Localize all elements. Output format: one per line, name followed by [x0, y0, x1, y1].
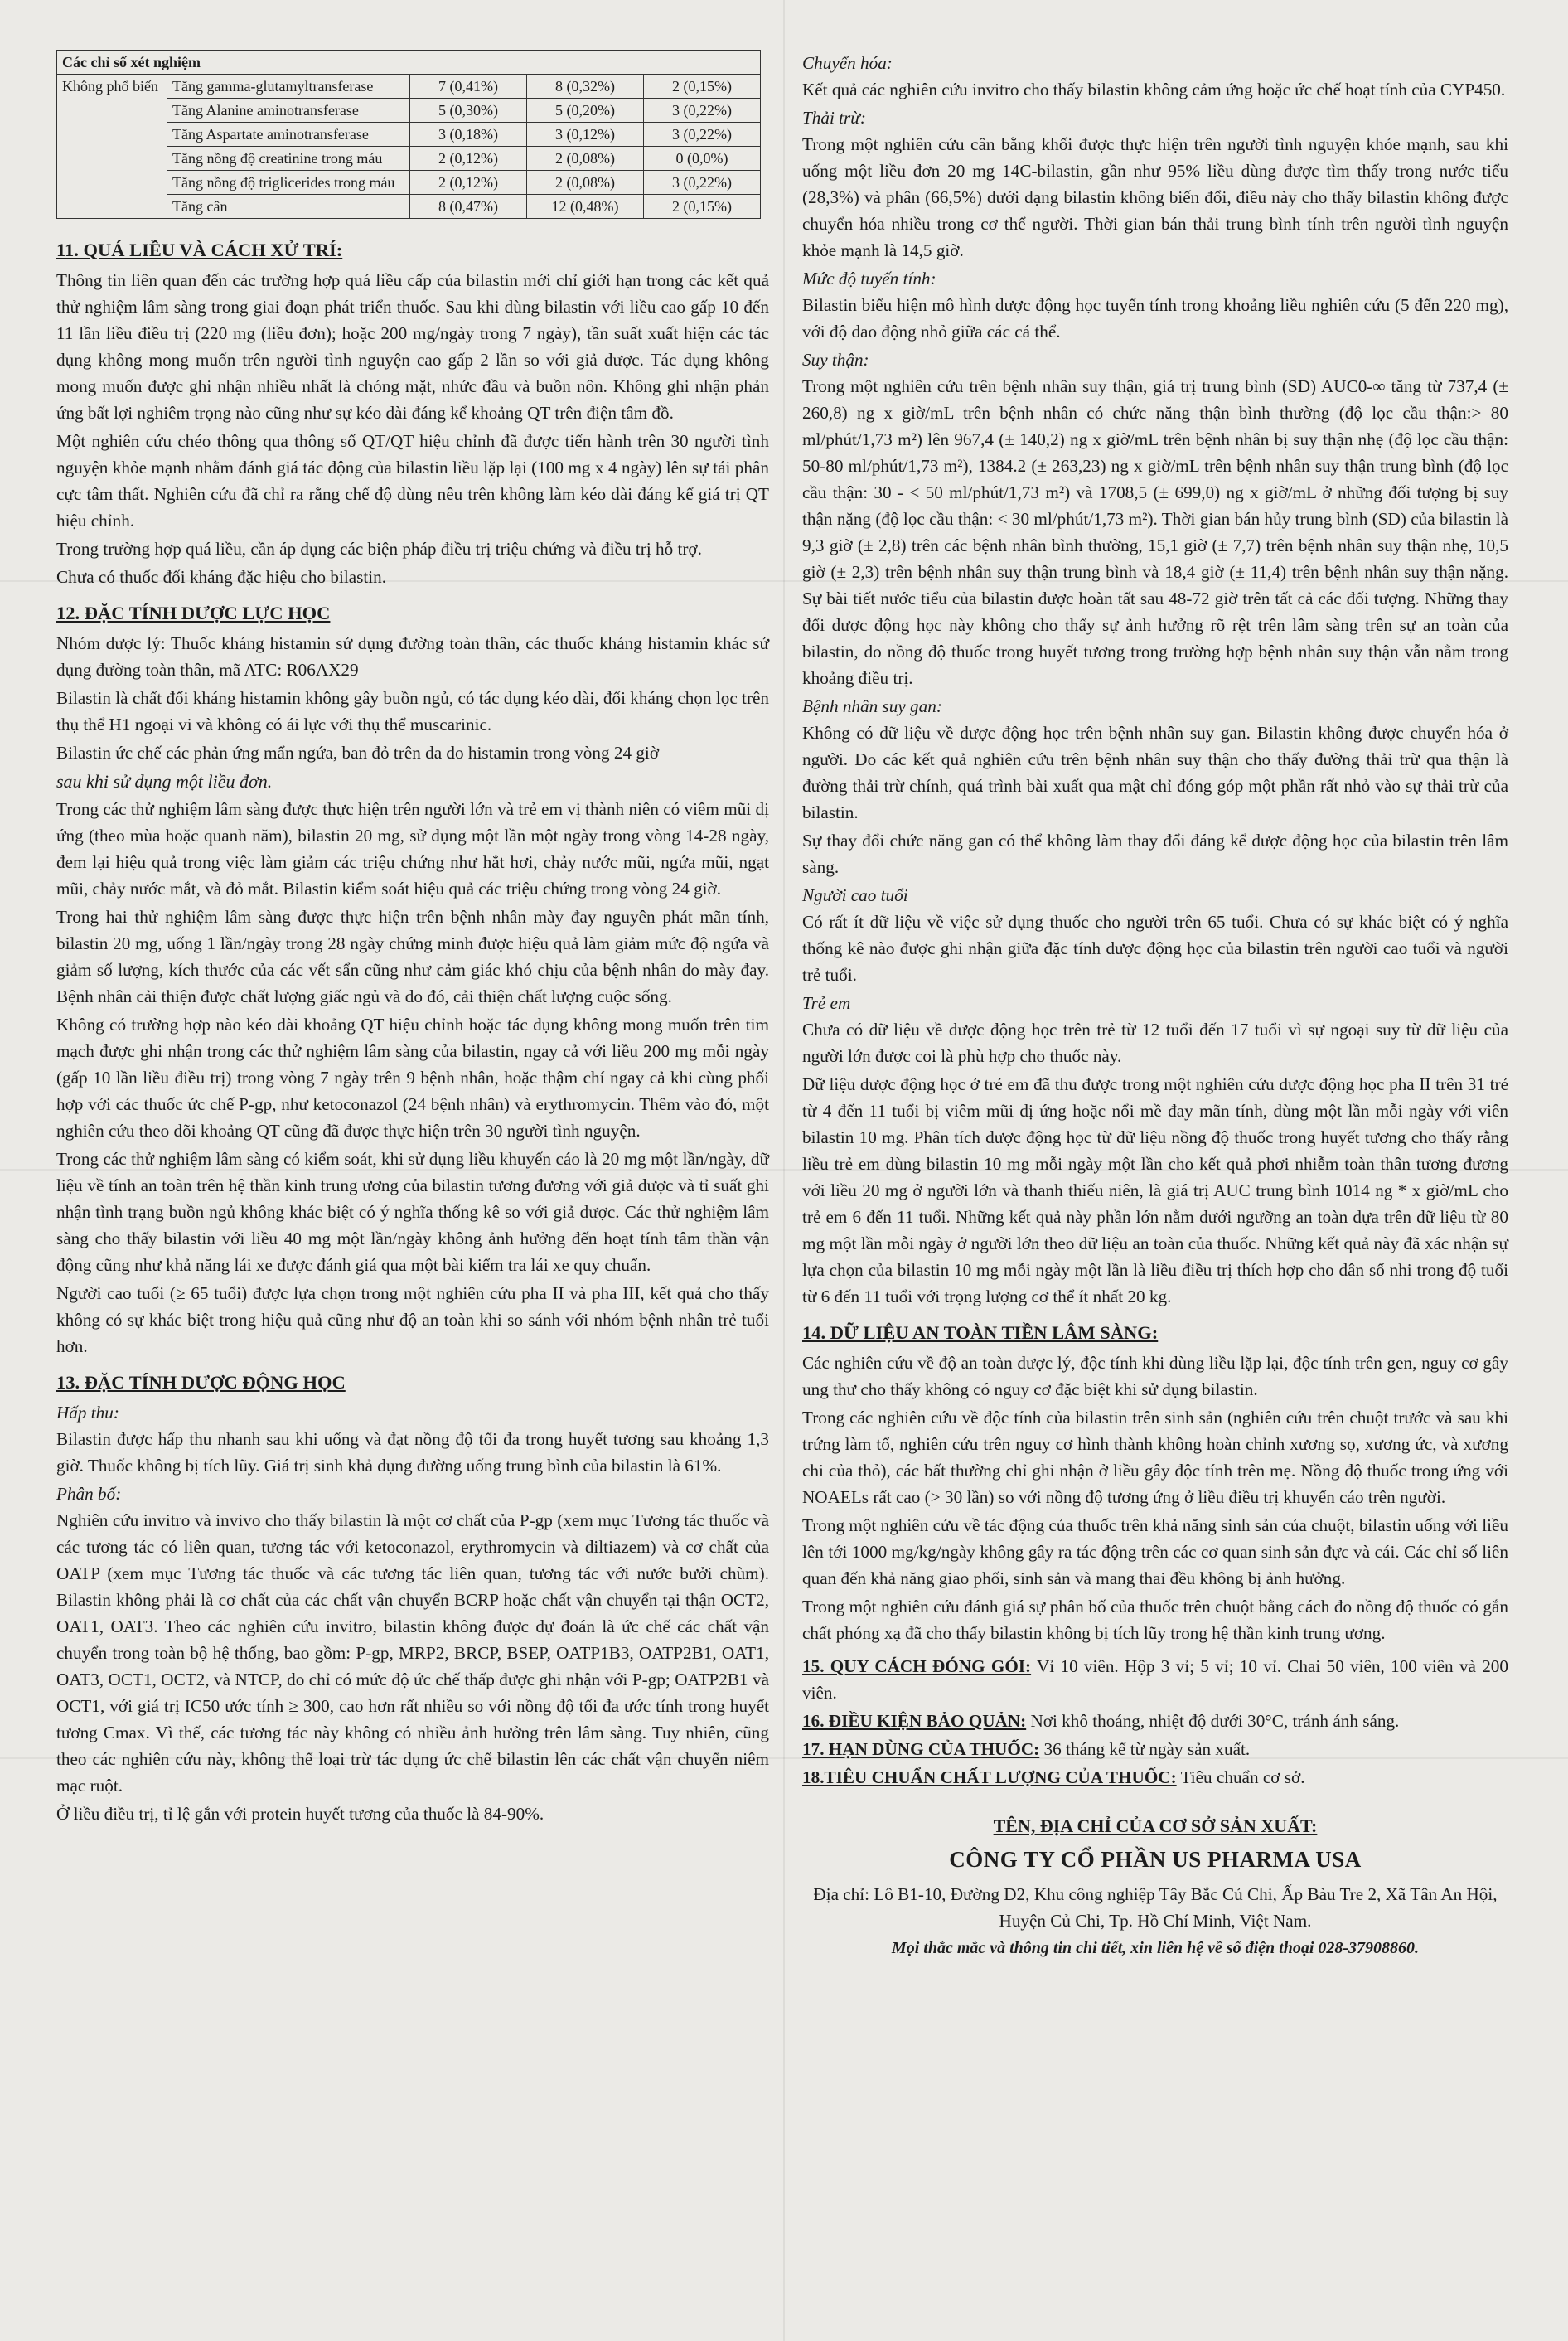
paragraph: Trong các thử nghiệm lâm sàng được thực hiện trên người lớn và trẻ em vị thành niên có viêm mũi dị ứng (theo mùa hoặc quanh năm), bilastin 20 mg, sử dụng một lần một ngày trong vòng 14-28 ngày, đem lại hiệu quả trong việc làm giảm các triệu chứng như hắt hơi, chảy nước mũi, ngứa mũi, ngạt mũi, chảy nước mắt, và đỏ mắt. Bilastin kiểm soát hiệu quả các triệu chứng trong vòng 24 giờ.: [56, 799, 769, 899]
section-17-text: 36 tháng kể từ ngày sản xuất.: [1039, 1739, 1251, 1759]
table-cell: 12 (0,48%): [527, 195, 644, 219]
section-18-label: 18.TIÊU CHUẨN CHẤT LƯỢNG CỦA THUỐC:: [802, 1767, 1177, 1787]
section-15-label: 15. QUY CÁCH ĐÓNG GÓI:: [802, 1656, 1032, 1676]
section-12-title: 12. ĐẶC TÍNH DƯỢC LỰC HỌC: [56, 603, 331, 623]
table-cell: Tăng gamma-glutamyltransferase: [167, 75, 410, 99]
paragraph: Trong một nghiên cứu cân bằng khối được thực hiện trên người tình nguyện khỏe mạnh, sau khi uống một liều đơn 20 mg 14C-bilastin, gần như 95% liều dùng được tìm thấy trong nước tiểu (28,3%) và phân (66,5%) dưới dạng bilastin không biến đổi, điều này cho thấy bilastin không được chuyển hóa nhiều trong cơ thể người. Thời gian bán thải trung bình tính trên người tình nguyện khỏe mạnh là 14,5 giờ.: [802, 134, 1508, 260]
paragraph: Trong hai thử nghiệm lâm sàng được thực hiện trên bệnh nhân mày đay nguyên phát mãn tính, bilastin 20 mg, uống 1 lần/ngày trong 28 ngày chứng minh được hiệu quả làm giảm mức độ ngứa và giảm số lượng, kích thước của các vết sẩn cũng như cảm giác khó chịu của bệnh nhân do mày đay. Bệnh nhân cải thiện được chất lượng giấc ngủ và do đó, cải thiện chất lượng cuộc sống.: [56, 907, 769, 1006]
table-header-row: [57, 51, 761, 75]
subheading: Người cao tuổi: [802, 885, 908, 905]
table-cell: 2 (0,08%): [527, 147, 644, 171]
paragraph: Nghiên cứu invitro và invivo cho thấy bilastin là một cơ chất của P-gp (xem mục Tương tác thuốc và các tương tác có liên quan, tương tác với ketoconazol, erythromycin và diltiazem) và cơ chất của OATP (xem mục Tương tác thuốc và các tương tác liên quan, tương tác với nước bưởi chùm). Bilastin không phải là cơ chất của các chất vận chuyển BCRP hoặc chất vận chuyển tại thận OCT2, OAT1, OAT3. Theo các nghiên cứu invitro, bilastin không được dự đoán là ức chế các chất vận chuyển trong toàn bộ hệ thống, bao gồm: P-gp, MRP2, BRCP, BSEP, OATP1B3, OATP2B1, OAT1, OAT3, OCT1, OCT2, và NTCP, do chỉ có mức độ ức chế thấp được ghi nhận với P-gp; OATP2B1 và OCT1, với giá trị IC50 ước tính ≥ 300, cao hơn rất nhiều so với nồng độ tối đa ước tính trong huyết tương Cmax. Vì thế, các tương tác này không có nhiều ảnh hưởng trên lâm sàng. Tuy nhiên, cũng theo các nghiên cứu này, không thể loại trừ tác dụng ức chế bilastin lên các chất vận chuyển niêm mạc ruột.: [56, 1510, 769, 1796]
table-cell: 2 (0,08%): [527, 171, 644, 195]
subheading: Chuyển hóa:: [802, 53, 893, 73]
section-17: [802, 1736, 1508, 1762]
table-cell: 8 (0,32%): [527, 75, 644, 99]
paragraph: Ở liều điều trị, tỉ lệ gắn với protein huyết tương của thuốc là 84-90%.: [56, 1804, 544, 1824]
table-row: [57, 75, 761, 99]
table-cell: 0 (0,0%): [644, 147, 761, 171]
table-cell: 2 (0,15%): [644, 75, 761, 99]
subheading: Suy thận:: [802, 350, 869, 370]
paragraph: Trong một nghiên cứu đánh giá sự phân bố của thuốc trên chuột bằng cách đo nồng độ thuốc có gắn chất phóng xạ đã cho thấy bilastin không bị tích lũy trong hệ thần kinh trung ương.: [802, 1597, 1508, 1643]
handwritten-line: sau khi sử dụng một liều đơn.: [56, 771, 273, 792]
table-cell: 2 (0,12%): [410, 171, 527, 195]
table-header: Các chỉ số xét nghiệm: [57, 51, 761, 75]
paragraph: Bilastin là chất đối kháng histamin không gây buồn ngủ, có tác dụng kéo dài, đối kháng chọn lọc trên thụ thể H1 ngoại vi và không có ái lực với thụ thể muscarinic.: [56, 688, 769, 734]
section-11-title: 11. QUÁ LIỀU VÀ CÁCH XỬ TRÍ:: [56, 240, 343, 260]
table-cell: 3 (0,22%): [644, 123, 761, 147]
paragraph: Bilastin biểu hiện mô hình dược động học tuyến tính trong khoảng liều nghiên cứu (5 đến 220 mg), với độ dao động nhỏ giữa các cá thể.: [802, 295, 1508, 342]
section-16-label: 16. ĐIỀU KIỆN BẢO QUẢN:: [802, 1711, 1027, 1731]
paragraph: Chưa có thuốc đối kháng đặc hiệu cho bilastin.: [56, 567, 387, 587]
table-cell: Tăng nồng độ creatinine trong máu: [167, 147, 410, 171]
contact-line: Mọi thắc mắc và thông tin chi tiết, xin liên hệ về số điện thoại 028-37908860.: [891, 1939, 1420, 1957]
section-16: [802, 1708, 1508, 1734]
paragraph: Các nghiên cứu về độ an toàn dược lý, độc tính khi dùng liều lặp lại, độc tính trên gen, nguy cơ gây ung thư cho thấy không có nguy cơ đặc biệt khi sử dụng bilastin.: [802, 1353, 1508, 1399]
paragraph: Dữ liệu dược động học ở trẻ em đã thu được trong một nghiên cứu dược động học pha II trên 31 trẻ từ 4 đến 11 tuổi bị viêm mũi dị ứng hoặc nổi mề đay mãn tính, dùng một lần mỗi ngày với viên bilastin 10 mg. Phân tích dược động học từ dữ liệu nồng độ thuốc trong huyết tương cho thấy rằng liều trẻ em dùng bilastin 10 mg mỗi ngày một lần cho kết quả phơi nhiễm toàn thân tương đương với liều 20 mg ở người lớn và thanh thiếu niên, là giá trị AUC trung bình 1014 ng * x giờ/mL cho trẻ em 6 đến 11 tuổi. Những kết quả này phần lớn nằm dưới ngưỡng an toàn dựa trên dữ liệu từ 80 mg một lần mỗi ngày ở người lớn theo dữ liệu an toàn của thuốc. Những kết quả này đã xác nhận sự lựa chọn của bilastin 10 mg mỗi ngày một lần là liều điều trị thích hợp cho dân số nhi trong độ tuổi từ 6 đến 11 tuổi với trọng lượng cơ thể ít nhất 20 kg.: [802, 1074, 1508, 1306]
table-cell: Tăng Aspartate aminotransferase: [167, 123, 410, 147]
paragraph: Sự thay đổi chức năng gan có thể không làm thay đổi đáng kể dược động học của bilastin trên lâm sàng.: [802, 831, 1508, 877]
section-15-text: Vỉ 10 viên. Hộp 3 vỉ; 5 vỉ; 10 vỉ. Chai 50 viên, 100 viên và 200 viên.: [802, 1656, 1508, 1703]
subheading: Phân bố:: [56, 1484, 122, 1504]
paragraph: Trong các thử nghiệm lâm sàng có kiểm soát, khi sử dụng liều khuyến cáo là 20 mg một lần/ngày, dữ liệu về tính an toàn trên hệ thần kinh trung ương của bilastin tương đương với giả dược và tỉ suất ghi nhận tình trạng buồn ngủ không khác biệt có ý nghĩa thống kê so với giả dược. Các thử nghiệm lâm sàng cho thấy bilastin với liều 40 mg một lần/ngày không ảnh hưởng đến hoạt tính tâm thần vận động cũng như khả năng lái xe được đánh giá qua một bài kiểm tra lái xe quy chuẩn.: [56, 1149, 769, 1275]
section-16-text: Nơi khô thoáng, nhiệt độ dưới 30°C, tránh ánh sáng.: [1026, 1711, 1400, 1731]
subheading: Hấp thu:: [56, 1403, 119, 1423]
paragraph: Nhóm dược lý: Thuốc kháng histamin sử dụng đường toàn thân, các thuốc kháng histamin khác sử dụng đường toàn thân, mã ATC: R06AX29: [56, 633, 769, 680]
paragraph: Trong một nghiên cứu về tác động của thuốc trên khả năng sinh sản của chuột, bilastin uống với liều lên tới 1000 mg/kg/ngày không gây ra tác động trên các cơ quan sinh sản đực và cái. Các chỉ số liên quan đến khả năng giao phối, sinh sản và mang thai đều không bị ảnh hưởng.: [802, 1515, 1508, 1588]
paragraph: Chưa có dữ liệu về dược động học trên trẻ từ 12 tuổi đến 17 tuổi vì sự ngoại suy từ dữ liệu của người lớn được coi là phù hợp cho thuốc này.: [802, 1020, 1508, 1066]
subheading: Thải trừ:: [802, 108, 866, 128]
paragraph: Trong trường hợp quá liều, cần áp dụng các biện pháp điều trị triệu chứng và điều trị hỗ trợ.: [56, 539, 702, 559]
paragraph: Bilastin được hấp thu nhanh sau khi uống và đạt nồng độ tối đa trong huyết tương sau khoảng 1,3 giờ. Thuốc không bị tích lũy. Giá trị sinh khả dụng đường uống trung bình của bilastin là 61%.: [56, 1429, 769, 1476]
paragraph: Có rất ít dữ liệu về việc sử dụng thuốc cho người trên 65 tuổi. Chưa có sự khác biệt có ý nghĩa thống kê nào được ghi nhận giữa đặc tính dược động học của bilastin trên người cao tuổi và người trẻ tuổi.: [802, 912, 1508, 985]
table-cell: 2 (0,15%): [644, 195, 761, 219]
paragraph: Người cao tuổi (≥ 65 tuổi) được lựa chọn trong một nghiên cứu pha II và pha III, kết quả cho thấy không có sự khác biệt trong hiệu quả cũng như độ an toàn khi so sánh với nhóm bệnh nhân trẻ tuổi hơn.: [56, 1283, 769, 1356]
section-18: [802, 1764, 1508, 1791]
company-address: Địa chỉ: Lô B1-10, Đường D2, Khu công nghiệp Tây Bắc Củ Chi, Ấp Bàu Tre 2, Xã Tân An Hội, Huyện Củ Chi, Tp. Hồ Chí Minh, Việt Nam.: [813, 1884, 1498, 1931]
section-17-label: 17. HẠN DÙNG CỦA THUỐC:: [802, 1739, 1040, 1759]
company-name: CÔNG TY CỔ PHẦN US PHARMA USA: [949, 1847, 1362, 1872]
table-cell: Tăng cân: [167, 195, 410, 219]
paragraph: Trong các nghiên cứu về độc tính của bilastin trên sinh sản (nghiên cứu trên chuột trước và sau khi trứng làm tổ, nghiên cứu trên nguy cơ hình thành không hoàn chỉnh xương sọ, xương ức, và xương chi của thỏ), các bất thường chỉ ghi nhận ở liều gây độc tính trên mẹ. Nồng độ thuốc trong ứng với NOAELs rất cao (> 30 lần) so với nồng độ tương ứng ở liều điều trị khuyến cáo trên người.: [802, 1408, 1508, 1507]
paragraph: Kết quả các nghiên cứu invitro cho thấy bilastin không cảm ứng hoặc ức chế hoạt tính của CYP450.: [802, 80, 1506, 99]
table-cell: Tăng Alanine aminotransferase: [167, 99, 410, 123]
manufacturer-title: TÊN, ĐỊA CHỈ CỦA CƠ SỞ SẢN XUẤT:: [993, 1815, 1318, 1836]
section-15: [802, 1653, 1508, 1706]
left-column: [56, 50, 769, 1829]
table-cell: 8 (0,47%): [410, 195, 527, 219]
table-cell: Tăng nồng độ triglicerides trong máu: [167, 171, 410, 195]
paragraph: Một nghiên cứu chéo thông qua thông số QT/QT hiệu chỉnh đã được tiến hành trên 30 người tình nguyện khỏe mạnh nhằm đánh giá tác động của bilastin liều lặp lại (100 mg x 4 ngày) lên sự tái phân cực tâm thất. Nghiên cứu đã chỉ ra rằng chế độ dùng nêu trên không làm kéo dài đáng kể giá trị QT hiệu chỉnh.: [56, 431, 769, 531]
paragraph: Trong một nghiên cứu trên bệnh nhân suy thận, giá trị trung bình (SD) AUC0-∞ tăng từ 737,4 (± 260,8) ng x giờ/mL trên bệnh nhân có chức năng thận bình thường (độ lọc cầu thận:> 80 ml/phút/1,73 m²) lên 967,4 (± 140,2) ng x giờ/mL trên bệnh nhân bị suy thận nhẹ (độ lọc cầu thận: 50-80 ml/phút/1,73 m²), 1384.2 (± 263,23) ng x giờ/mL trên bệnh nhân suy thận trung bình (độ lọc cầu thận: 30 - < 50 ml/phút/1,73 m²) và 1708,5 (± 699,0) ng x giờ/mL ở những đối tượng bị suy thận nặng (độ lọc cầu thận: < 30 ml/phút/1,73 m²). Thời gian bán hủy trung bình (SD) của bilastin là 9,3 giờ (± 2,8) trên các bệnh nhân bình thường, 15,1 giờ (± 7,7) trên bệnh nhân suy thận nhẹ, 10,5 giờ (± 2,3) trên bệnh nhân suy thận trung bình và 18,4 giờ (± 11,4) trên bệnh nhân suy thận nặng. Sự bài tiết nước tiểu của bilastin được hoàn tất sau 48-72 giờ trên tất cả các đối tượng. Những thay đổi dược động học này không cho thấy sự ảnh hưởng rõ rệt trên lâm sàng trên sự an toàn của bilastin, do nồng độ thuốc trong huyết tương trong trường hợp bệnh nhân suy thận vẫn nằm trong khoảng điều trị.: [802, 376, 1508, 688]
table-cell: 5 (0,20%): [527, 99, 644, 123]
section-14-title: 14. DỮ LIỆU AN TOÀN TIỀN LÂM SÀNG:: [802, 1322, 1159, 1343]
paragraph: Không có dữ liệu về dược động học trên bệnh nhân suy gan. Bilastin không được chuyển hóa ở người. Do các kết quả nghiên cứu trên bệnh nhân suy thận cho thấy đường thải trừ qua thận là đường thải trừ chính, quá trình bài xuất qua mật chỉ đóng góp một phần rất nhỏ vào sự thải trừ của bilastin.: [802, 723, 1508, 822]
subheading: Mức độ tuyến tính:: [802, 269, 936, 288]
table-cell: 5 (0,30%): [410, 99, 527, 123]
right-column: [802, 50, 1508, 1958]
subheading: Bệnh nhân suy gan:: [802, 696, 942, 716]
paragraph: Bilastin ức chế các phản ứng mẩn ngứa, ban đỏ trên da do histamin trong vòng 24 giờ: [56, 743, 660, 763]
subheading: Trẻ em: [802, 993, 851, 1013]
table-cell: 3 (0,22%): [644, 99, 761, 123]
section-13-title: 13. ĐẶC TÍNH DƯỢC ĐỘNG HỌC: [56, 1372, 346, 1393]
table-cell: 7 (0,41%): [410, 75, 527, 99]
paragraph: Không có trường hợp nào kéo dài khoảng QT hiệu chỉnh hoặc tác dụng không mong muốn trên tim mạch được ghi nhận trong các thử nghiệm lâm sàng của bilastin, ngay cả với liều 200 mg mỗi ngày (gấp 10 lần liều điều trị) trong vòng 7 ngày trên 9 bệnh nhân, hoặc thậm chí ngay cả khi cùng phối hợp với các thuốc ức chế P-gp, như ketoconazol (24 bệnh nhân) và erythromycin. Thêm vào đó, một nghiên cứu theo dõi khoảng QT cũng đã được thực hiện trên 30 người tình nguyện.: [56, 1015, 769, 1141]
paragraph: Thông tin liên quan đến các trường hợp quá liều cấp của bilastin mới chỉ giới hạn trong các kết quả thử nghiệm lâm sàng trong giai đoạn phát triển thuốc. Sau khi dùng bilastin với liều cao gấp 10 đến 11 lần liều điều trị (220 mg (liều đơn); hoặc 200 mg/ngày trong 7 ngày), tần suất xuất hiện các tác dụng không mong muốn trên người tình nguyện cao gấp 2 lần so với giả dược. Tác dụng không mong muốn được ghi nhận nhiều nhất là chóng mặt, nhức đầu và buồn nôn. Không ghi nhận phản ứng bất lợi nghiêm trọng nào cũng như sự kéo dài đáng kể khoảng QT trên điện tâm đồ.: [56, 270, 769, 423]
table-cell: 2 (0,12%): [410, 147, 527, 171]
frequency-group: Không phổ biến: [57, 75, 167, 219]
lab-results-table: [56, 50, 761, 219]
fold-line: [783, 0, 785, 2341]
section-18-text: Tiêu chuẩn cơ sở.: [1176, 1767, 1305, 1787]
table-cell: 3 (0,22%): [644, 171, 761, 195]
table-cell: 3 (0,18%): [410, 123, 527, 147]
table-cell: 3 (0,12%): [527, 123, 644, 147]
